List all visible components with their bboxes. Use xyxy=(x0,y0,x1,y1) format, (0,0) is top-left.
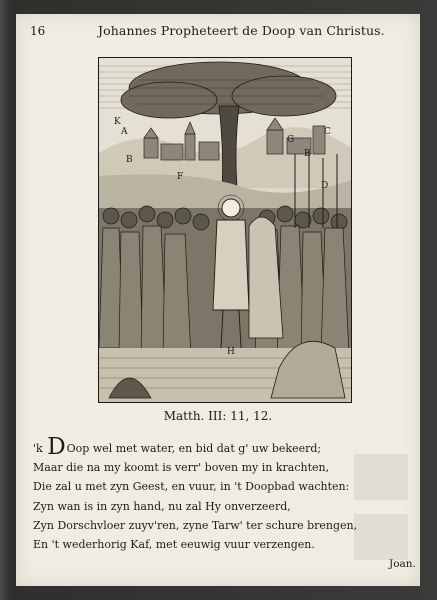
engraving-letter-f: F xyxy=(177,172,184,182)
engraving-letter-d: D xyxy=(321,181,329,191)
engraving-letter-c: C xyxy=(324,127,331,137)
engraving-letter-a: A xyxy=(121,127,128,137)
drop-cap: D xyxy=(47,434,66,460)
verse-lead: 'k xyxy=(33,442,43,455)
verse-line-1 xyxy=(33,434,393,460)
engraving-drawing xyxy=(99,58,351,402)
book-page xyxy=(16,14,420,586)
verse-line: Die zal u met zyn Geest, en vuur, in 't Doopbad wachten: xyxy=(33,480,350,494)
verse-line: En 't wederhorig Kaf, met eeuwig vuur verzengen. xyxy=(33,538,315,552)
catchword: Joan. xyxy=(389,558,416,570)
verse-line-1-text: Oop wel met water, en bid dat g' uw bekeerd; xyxy=(66,442,322,455)
verse-line: Zyn Dorschvloer zuyv'ren, zyne Tarw' ter schure brengen, xyxy=(33,518,358,532)
engraving-letter-h: H xyxy=(227,347,235,357)
engraving-letter-k: K xyxy=(114,117,121,127)
scripture-reference: Matth. III: 11, 12. xyxy=(163,409,273,423)
verse-line: Zyn wan is in zyn hand, nu zal Hy onverzeerd, xyxy=(33,499,291,513)
engraving-letter-e: E xyxy=(304,149,311,159)
page-title: Johannes Propheteert de Doop van Christus. xyxy=(98,23,385,38)
page-number: 16 xyxy=(30,24,46,38)
verse-text xyxy=(33,434,393,554)
engraving-letter-b: B xyxy=(126,155,133,165)
verse-line: Maar die na my koomt is verr' boven my in krachten, xyxy=(33,461,330,475)
engraving-letter-g: G xyxy=(287,135,295,145)
engraving-illustration xyxy=(98,57,352,403)
